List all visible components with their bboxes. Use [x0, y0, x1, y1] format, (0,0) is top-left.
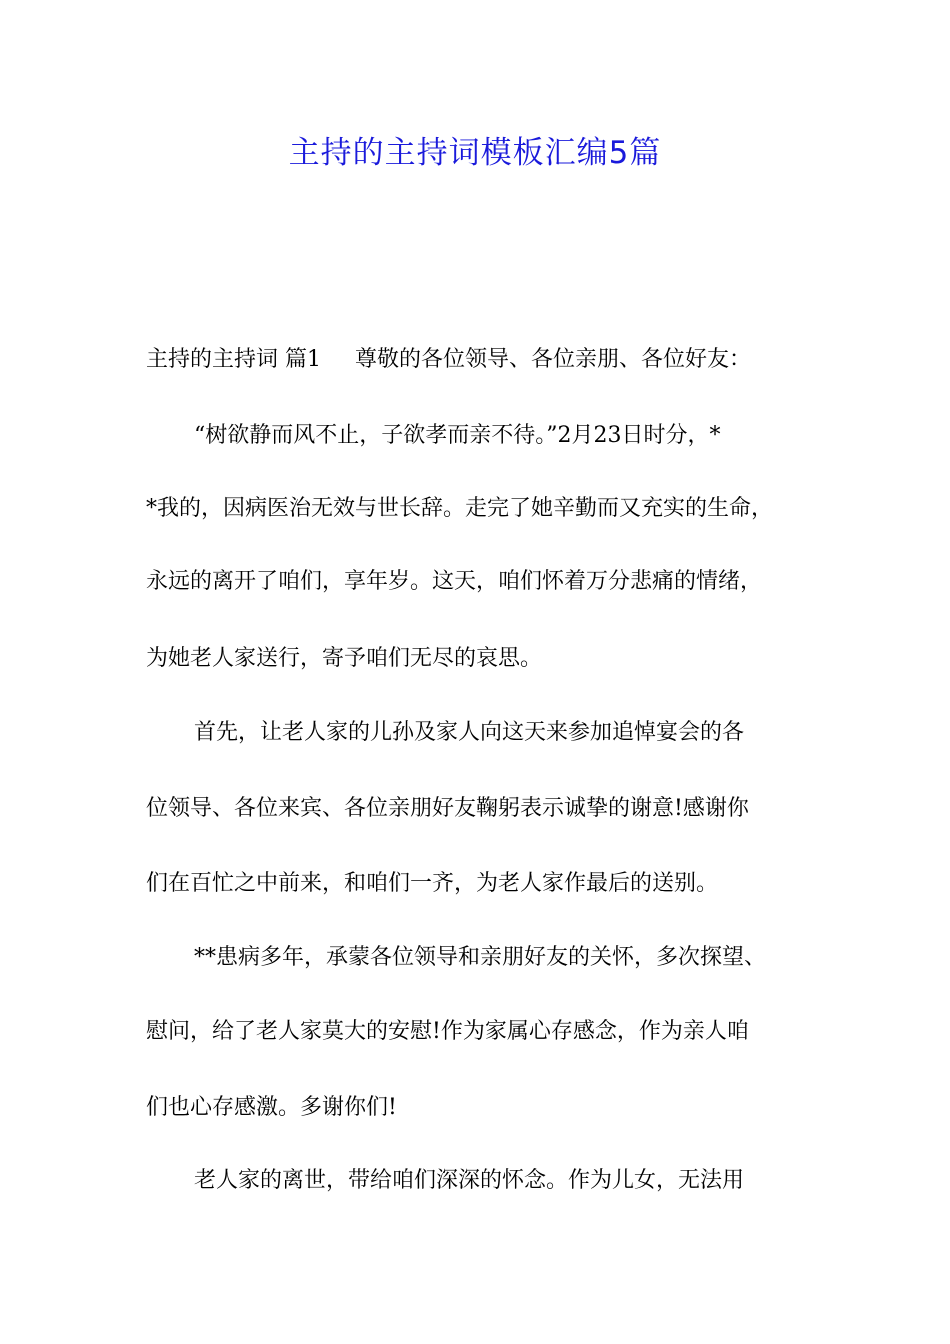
paragraph-line: 首先，让老人家的儿孙及家人向这天来参加追悼宴会的各 [194, 720, 745, 745]
document-title: 主持的主持词模板汇编5篇 [288, 135, 662, 171]
paragraph-line: 们在百忙之中前来，和咱们一齐，为老人家作最后的送别。 [146, 871, 719, 896]
paragraph-line: 们也心存感激。多谢你们! [146, 1095, 397, 1120]
paragraph-line: 慰问，给了老人家莫大的安慰!作为家属心存感念，作为亲人咱 [146, 1019, 749, 1044]
paragraph-line: 位领导、各位来宾、各位亲朋好友鞠躬表示诚挚的谢意!感谢你 [146, 796, 749, 821]
paragraph-line: 为她老人家送行，寄予咱们无尽的哀思。 [146, 646, 543, 671]
heading-line [146, 345, 826, 375]
paragraph-line: **患病多年，承蒙各位领导和亲朋好友的关怀，多次探望、 [194, 945, 767, 970]
paragraph-line: 老人家的离世，带给咱们深深的怀念。作为儿女，无法用 [194, 1168, 745, 1193]
paragraph-line: *我的，因病医治无效与世长辞。走完了她辛勤而又充实的生命， [146, 496, 774, 521]
paragraph-line: 永远的离开了咱们，享年岁。这天，咱们怀着万分悲痛的情绪， [146, 569, 763, 594]
paragraph-line: “树欲静而风不止，子欲孝而亲不待。”2月23日时分，* [194, 423, 721, 448]
section-heading: 主持的主持词 篇1 [146, 347, 321, 372]
greeting-text: 尊敬的各位领导、各位亲朋、各位好友： [355, 347, 752, 372]
